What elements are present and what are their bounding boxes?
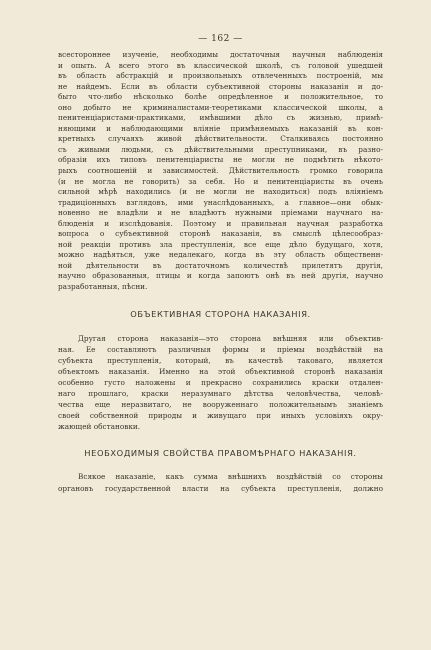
section-heading-objective-side: ОБЪЕКТИВНАЯ СТОРОНА НАКАЗАНІЯ. [130, 308, 311, 319]
paragraph-2 [58, 333, 383, 433]
text-line: и опыть. А всего этого въ классической школѣ, съ головой ушедшей [58, 60, 383, 70]
page-number: — 162 — [198, 34, 243, 44]
text-line: сильной мѣрѣ находились (и не могли не находиться) подъ вліяніемъ [58, 187, 383, 197]
text-line: кретныхъ случаяхъ живой дѣйствительности. Сталкиваясь постоянно [58, 134, 383, 144]
text-line: съ живыми людьми, съ дѣйствительными преступниками, въ разно- [58, 144, 383, 154]
text-line: не найдемъ. Если въ области субъективной стороны наказанія и до- [58, 81, 383, 91]
text-line: жающей обстановки. [58, 422, 141, 432]
text-line: органовъ государственной власти на субъекта преступленія, должно [58, 483, 383, 493]
text-line: разработанныя, пѣсни. [58, 282, 148, 292]
paragraph-1 [58, 50, 383, 293]
text-line: ной реакціи противъ зла преступленія, все еще дѣло будущаго, хотя, [58, 239, 383, 249]
text-line: наго прошлаго, краски неразумнаго дѣтства человѣчества, человѣ- [58, 389, 383, 399]
text-line: ной дѣятельности въ достаточномъ количествѣ прилетятъ другія, [58, 260, 383, 270]
text-line: рыхъ соотношеній и зависимостей. Дѣйствительность громко говорила [58, 166, 383, 176]
text-line: всестороннее изученіе, необходимы достаточныя научныя наблюденія [58, 50, 383, 59]
paragraph-3 [58, 471, 383, 493]
text-line: (и не могла не говорить) за себя. Но и пенитенціаристы въ очень [58, 176, 383, 186]
text-line: пенитенціаристами-практиками, имѣвшими дѣло съ жизнью, примѣ- [58, 113, 383, 123]
text-line: традиціонныхъ взглядовъ, ими унаслѣдованныхъ, а главное—они обык- [58, 197, 383, 207]
text-line: въ область абстракцій и произвольныхъ отвлеченныхъ построеній, мы [58, 71, 383, 81]
text-line: Всякое наказаніе, какъ сумма внѣшнихъ воздѣйствій со стороны [78, 472, 383, 482]
text-line: быто что-либо нѣсколько болѣе опредѣленное и положительное, то [58, 92, 383, 102]
text-line: объектомъ наказанія. Именно на этой объективной сторонѣ наказанія [58, 366, 383, 376]
text-line: образіи ихъ типовъ пенитенціаристы не могли не подмѣтить нѣкото- [58, 155, 383, 165]
text-line: Другая сторона наказанія—это сторона внѣшняя или объектив- [78, 333, 383, 343]
text-line: няющими и наблюдающими вліяніе примѣняемыхъ наказаній въ кон- [58, 123, 383, 133]
text-line: научно образованныя, птицы и когда запоютъ онѣ въ ней другія, научно [58, 271, 383, 281]
text-line: блюденія и изслѣдованія. Поэтому и правильная научная разработка [58, 218, 383, 228]
text-line: ная. Ее составляютъ различныя формы и пріемы воздѣйствій на [58, 344, 383, 354]
text-line: чества еще неразвитаго, не вооруженнаго положительнымъ знаніемъ [58, 400, 383, 410]
text-line: особенно густо наложены и прекрасно сохранились краски отдален- [58, 377, 383, 387]
text-line: новенно не владѣли и не владѣютъ нужными пріемами научнаго на- [58, 208, 383, 218]
text-line: оно добыто не криминалистами-теоретиками классической школы, а [58, 102, 383, 112]
text-line: своей собственной природы и живущаго при иныхъ условіяхъ окру- [58, 411, 383, 421]
text-line: субъекта преступленія, который, въ качествѣ таковаго, является [58, 355, 383, 365]
text-line: можно надѣяться, уже недалекаго, когда въ эту область общественн- [58, 250, 383, 260]
section-heading-necessary-properties: НЕОБХОДИМЫЯ СВОЙСТВА ПРАВОМѢРНАГО НАКАЗАНІЯ. [84, 448, 357, 459]
text-line: вопроса о субъективной сторонѣ наказанія, въ смыслѣ цѣлесообраз- [58, 229, 383, 239]
